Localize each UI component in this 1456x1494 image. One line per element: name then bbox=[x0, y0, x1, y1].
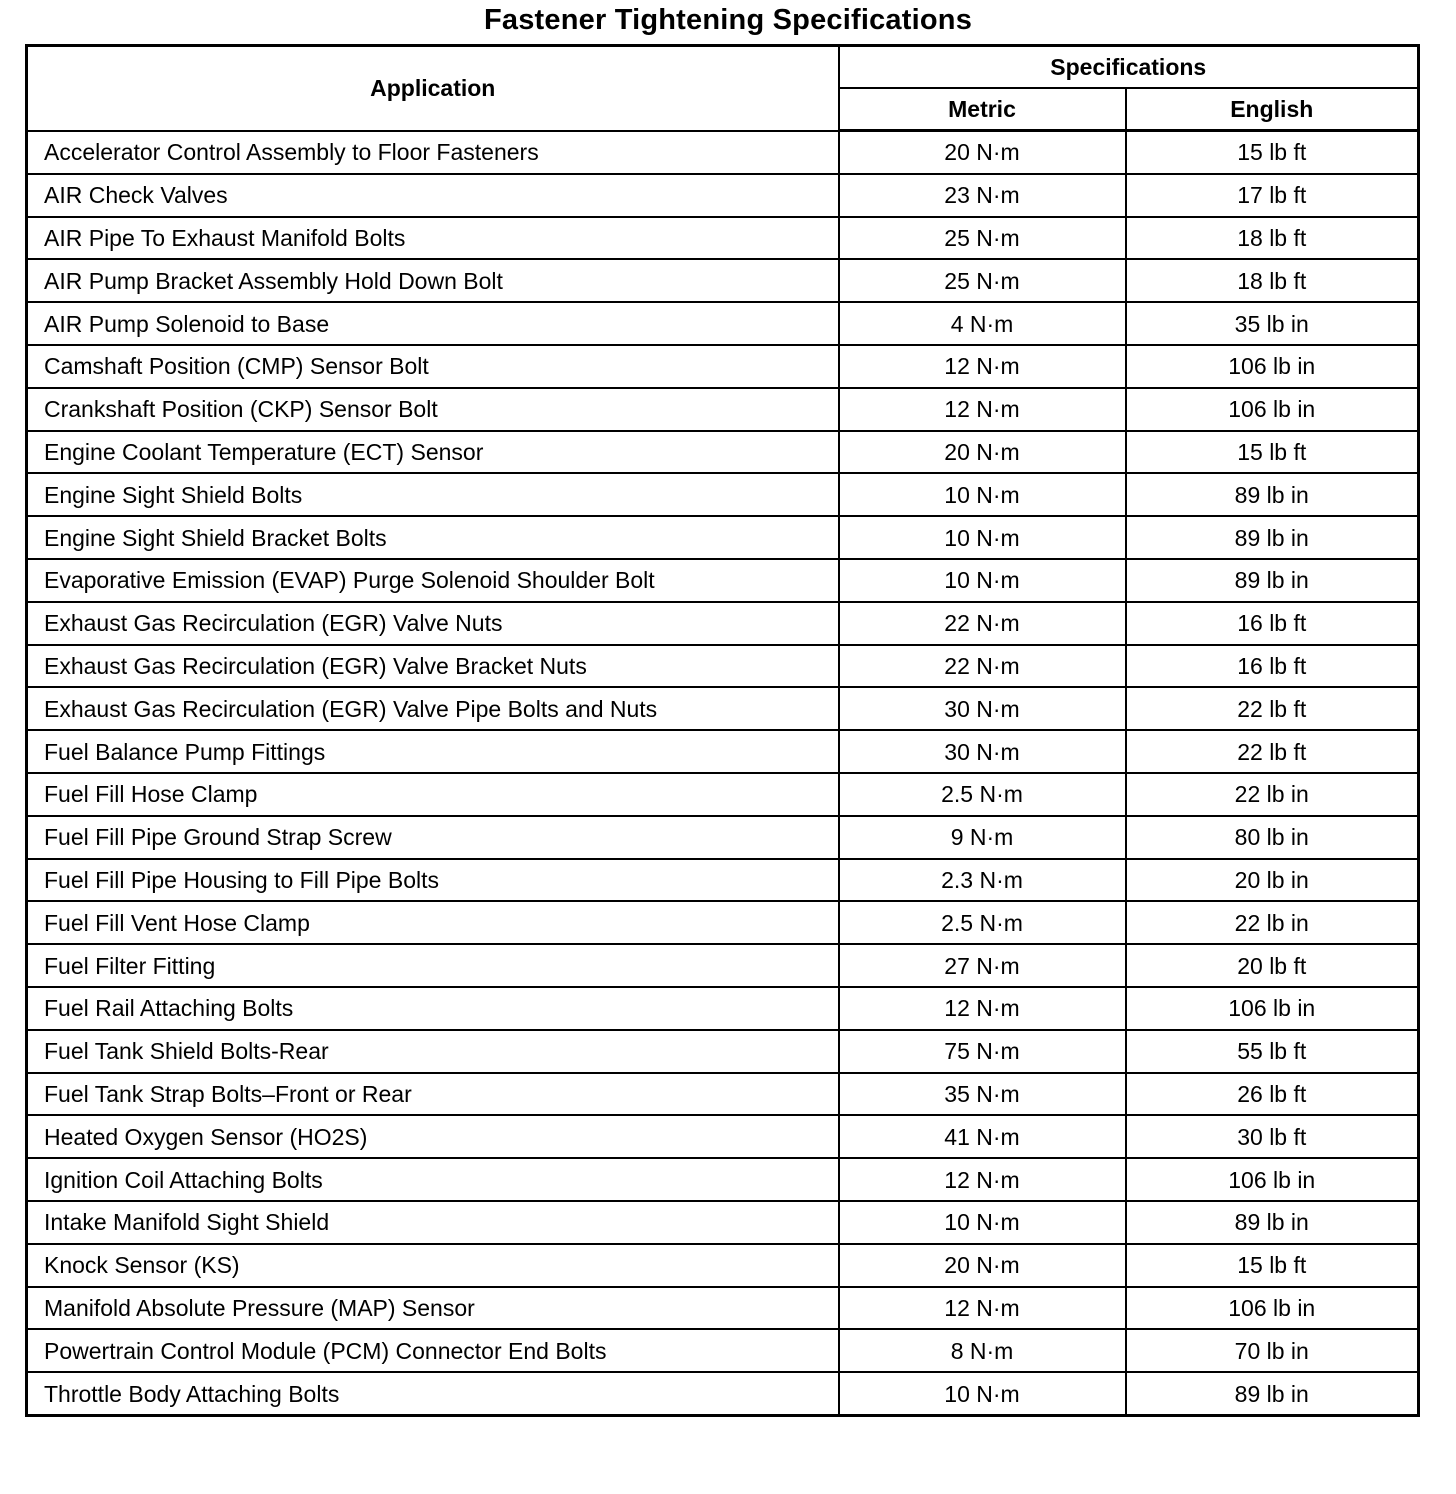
english-cell: 22 lb in bbox=[1126, 901, 1419, 944]
application-cell: Intake Manifold Sight Shield bbox=[27, 1201, 839, 1244]
table-row bbox=[27, 1244, 1419, 1287]
english-cell: 17 lb ft bbox=[1126, 174, 1419, 217]
application-cell: Engine Coolant Temperature (ECT) Sensor bbox=[27, 431, 839, 474]
application-cell: Evaporative Emission (EVAP) Purge Solenoid Shoulder Bolt bbox=[27, 559, 839, 602]
english-cell: 106 lb in bbox=[1126, 1287, 1419, 1330]
metric-cell: 2.5 N·m bbox=[839, 773, 1126, 816]
english-cell: 20 lb in bbox=[1126, 859, 1419, 902]
table-row bbox=[27, 516, 1419, 559]
english-cell: 15 lb ft bbox=[1126, 431, 1419, 474]
english-cell: 106 lb in bbox=[1126, 388, 1419, 431]
metric-cell: 35 N·m bbox=[839, 1073, 1126, 1116]
metric-cell: 23 N·m bbox=[839, 174, 1126, 217]
table-row bbox=[27, 773, 1419, 816]
table-row bbox=[27, 901, 1419, 944]
table-row bbox=[27, 217, 1419, 260]
table-row bbox=[27, 730, 1419, 773]
header-application: Application bbox=[27, 46, 839, 131]
application-cell: Accelerator Control Assembly to Floor Fasteners bbox=[27, 131, 839, 174]
english-cell: 89 lb in bbox=[1126, 559, 1419, 602]
application-cell: Camshaft Position (CMP) Sensor Bolt bbox=[27, 345, 839, 388]
table-row bbox=[27, 131, 1419, 174]
english-cell: 106 lb in bbox=[1126, 1158, 1419, 1201]
english-cell: 106 lb in bbox=[1126, 987, 1419, 1030]
metric-cell: 22 N·m bbox=[839, 602, 1126, 645]
english-cell: 35 lb in bbox=[1126, 302, 1419, 345]
table-row bbox=[27, 859, 1419, 902]
metric-cell: 8 N·m bbox=[839, 1329, 1126, 1372]
english-cell: 22 lb ft bbox=[1126, 687, 1419, 730]
application-cell: Manifold Absolute Pressure (MAP) Sensor bbox=[27, 1287, 839, 1330]
table-row bbox=[27, 431, 1419, 474]
application-cell: Fuel Fill Pipe Housing to Fill Pipe Bolts bbox=[27, 859, 839, 902]
application-cell: AIR Check Valves bbox=[27, 174, 839, 217]
application-cell: Ignition Coil Attaching Bolts bbox=[27, 1158, 839, 1201]
table-row bbox=[27, 259, 1419, 302]
header-metric: Metric bbox=[839, 88, 1126, 131]
english-cell: 18 lb ft bbox=[1126, 259, 1419, 302]
table-row bbox=[27, 1201, 1419, 1244]
application-cell: AIR Pump Solenoid to Base bbox=[27, 302, 839, 345]
application-cell: Exhaust Gas Recirculation (EGR) Valve Bracket Nuts bbox=[27, 645, 839, 688]
application-cell: Heated Oxygen Sensor (HO2S) bbox=[27, 1115, 839, 1158]
english-cell: 16 lb ft bbox=[1126, 602, 1419, 645]
english-cell: 15 lb ft bbox=[1126, 1244, 1419, 1287]
application-cell: Powertrain Control Module (PCM) Connector End Bolts bbox=[27, 1329, 839, 1372]
page-title: Fastener Tightening Specifications bbox=[483, 4, 973, 36]
metric-cell: 12 N·m bbox=[839, 345, 1126, 388]
table-row bbox=[27, 302, 1419, 345]
metric-cell: 25 N·m bbox=[839, 259, 1126, 302]
table-row bbox=[27, 987, 1419, 1030]
metric-cell: 22 N·m bbox=[839, 645, 1126, 688]
english-cell: 30 lb ft bbox=[1126, 1115, 1419, 1158]
english-cell: 16 lb ft bbox=[1126, 645, 1419, 688]
english-cell: 89 lb in bbox=[1126, 473, 1419, 516]
metric-cell: 20 N·m bbox=[839, 431, 1126, 474]
table-row bbox=[27, 1158, 1419, 1201]
table-row bbox=[27, 1073, 1419, 1116]
table-row bbox=[27, 174, 1419, 217]
application-cell: Fuel Fill Pipe Ground Strap Screw bbox=[27, 816, 839, 859]
table-row bbox=[27, 1372, 1419, 1415]
application-cell: Fuel Rail Attaching Bolts bbox=[27, 987, 839, 1030]
metric-cell: 2.5 N·m bbox=[839, 901, 1126, 944]
metric-cell: 75 N·m bbox=[839, 1030, 1126, 1073]
metric-cell: 9 N·m bbox=[839, 816, 1126, 859]
table-row bbox=[27, 1287, 1419, 1330]
table-row bbox=[27, 559, 1419, 602]
table-body bbox=[27, 131, 1419, 1416]
application-cell: AIR Pipe To Exhaust Manifold Bolts bbox=[27, 217, 839, 260]
metric-cell: 2.3 N·m bbox=[839, 859, 1126, 902]
table-row bbox=[27, 944, 1419, 987]
english-cell: 26 lb ft bbox=[1126, 1073, 1419, 1116]
metric-cell: 30 N·m bbox=[839, 730, 1126, 773]
table-row bbox=[27, 345, 1419, 388]
metric-cell: 10 N·m bbox=[839, 1372, 1126, 1415]
table-row bbox=[27, 645, 1419, 688]
metric-cell: 20 N·m bbox=[839, 131, 1126, 174]
metric-cell: 12 N·m bbox=[839, 987, 1126, 1030]
metric-cell: 10 N·m bbox=[839, 516, 1126, 559]
english-cell: 106 lb in bbox=[1126, 345, 1419, 388]
application-cell: Fuel Tank Shield Bolts-Rear bbox=[27, 1030, 839, 1073]
application-cell: Engine Sight Shield Bracket Bolts bbox=[27, 516, 839, 559]
metric-cell: 41 N·m bbox=[839, 1115, 1126, 1158]
table-row bbox=[27, 473, 1419, 516]
header-specifications: Specifications bbox=[839, 46, 1419, 89]
english-cell: 89 lb in bbox=[1126, 1372, 1419, 1415]
application-cell: Fuel Fill Vent Hose Clamp bbox=[27, 901, 839, 944]
table-row bbox=[27, 602, 1419, 645]
application-cell: AIR Pump Bracket Assembly Hold Down Bolt bbox=[27, 259, 839, 302]
table-row bbox=[27, 388, 1419, 431]
metric-cell: 4 N·m bbox=[839, 302, 1126, 345]
english-cell: 22 lb in bbox=[1126, 773, 1419, 816]
application-cell: Fuel Balance Pump Fittings bbox=[27, 730, 839, 773]
table-row bbox=[27, 1030, 1419, 1073]
english-cell: 20 lb ft bbox=[1126, 944, 1419, 987]
english-cell: 18 lb ft bbox=[1126, 217, 1419, 260]
application-cell: Fuel Fill Hose Clamp bbox=[27, 773, 839, 816]
english-cell: 89 lb in bbox=[1126, 516, 1419, 559]
metric-cell: 20 N·m bbox=[839, 1244, 1126, 1287]
metric-cell: 12 N·m bbox=[839, 1287, 1126, 1330]
application-cell: Exhaust Gas Recirculation (EGR) Valve Pipe Bolts and Nuts bbox=[27, 687, 839, 730]
english-cell: 89 lb in bbox=[1126, 1201, 1419, 1244]
application-cell: Knock Sensor (KS) bbox=[27, 1244, 839, 1287]
application-cell: Fuel Tank Strap Bolts–Front or Rear bbox=[27, 1073, 839, 1116]
fastener-spec-table bbox=[25, 44, 1420, 1417]
application-cell: Engine Sight Shield Bolts bbox=[27, 473, 839, 516]
english-cell: 15 lb ft bbox=[1126, 131, 1419, 174]
table-row bbox=[27, 687, 1419, 730]
table-header bbox=[27, 46, 1419, 131]
metric-cell: 10 N·m bbox=[839, 559, 1126, 602]
application-cell: Exhaust Gas Recirculation (EGR) Valve Nuts bbox=[27, 602, 839, 645]
english-cell: 55 lb ft bbox=[1126, 1030, 1419, 1073]
metric-cell: 10 N·m bbox=[839, 1201, 1126, 1244]
application-cell: Throttle Body Attaching Bolts bbox=[27, 1372, 839, 1415]
english-cell: 80 lb in bbox=[1126, 816, 1419, 859]
metric-cell: 12 N·m bbox=[839, 388, 1126, 431]
metric-cell: 10 N·m bbox=[839, 473, 1126, 516]
metric-cell: 25 N·m bbox=[839, 217, 1126, 260]
metric-cell: 12 N·m bbox=[839, 1158, 1126, 1201]
english-cell: 70 lb in bbox=[1126, 1329, 1419, 1372]
english-cell: 22 lb ft bbox=[1126, 730, 1419, 773]
table-row bbox=[27, 1329, 1419, 1372]
table-row bbox=[27, 816, 1419, 859]
header-english: English bbox=[1126, 88, 1419, 131]
table-row bbox=[27, 1115, 1419, 1158]
application-cell: Fuel Filter Fitting bbox=[27, 944, 839, 987]
metric-cell: 27 N·m bbox=[839, 944, 1126, 987]
metric-cell: 30 N·m bbox=[839, 687, 1126, 730]
application-cell: Crankshaft Position (CKP) Sensor Bolt bbox=[27, 388, 839, 431]
